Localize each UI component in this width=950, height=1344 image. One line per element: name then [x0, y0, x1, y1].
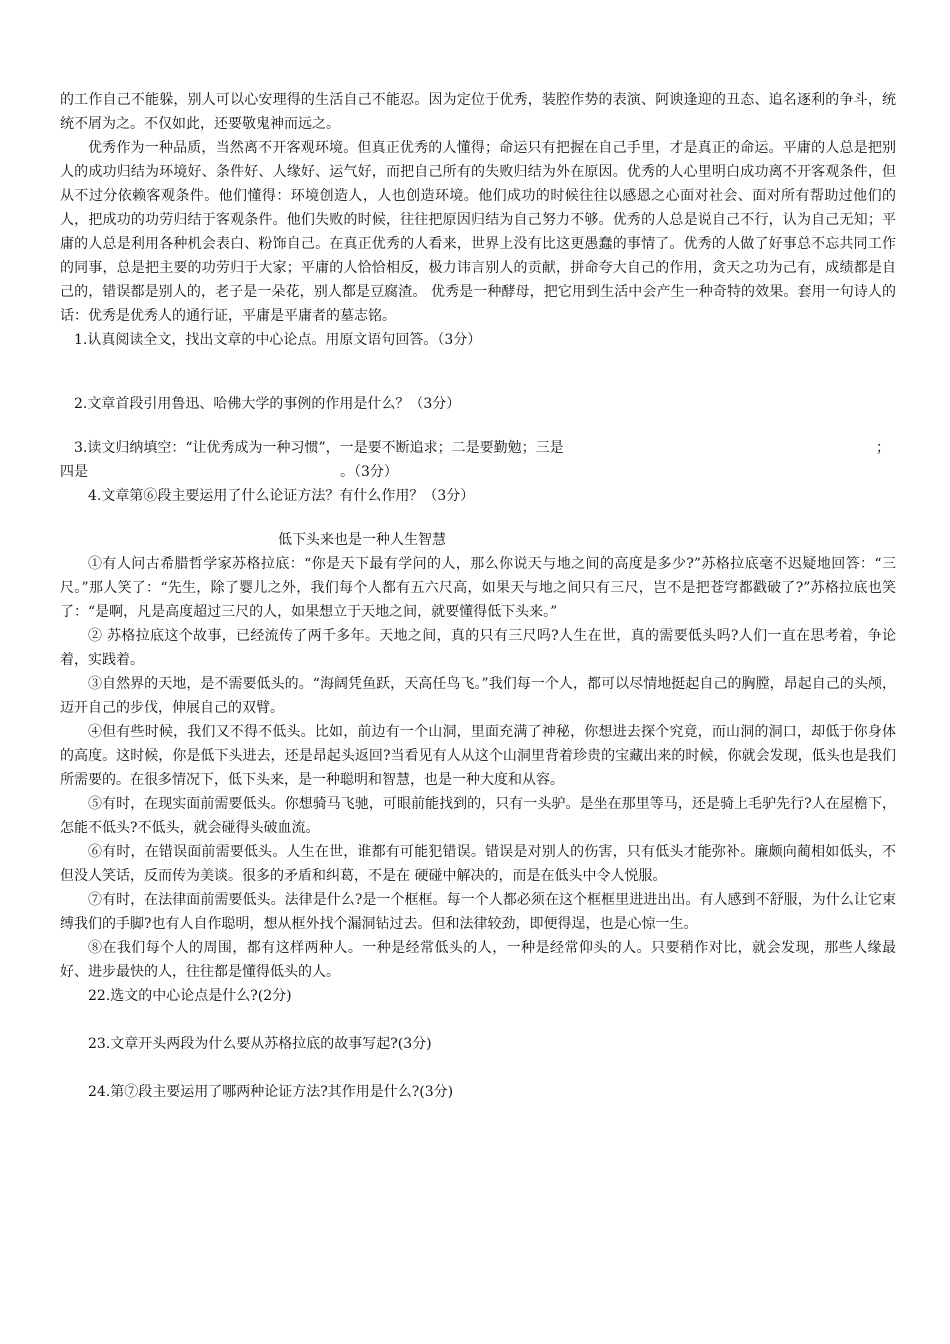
article2-paragraph-6: ⑥有时，在错误面前需要低头。人生在世，谁都有可能犯错误。错误是对别人的伤害，只有低头才能弥补。廉颇向蔺相如低头，不但没人笑话，反而传为美谈。很多的矛盾和纠葛，不是在 硬碰中解决的，而是在低头中令人悦服。 [60, 844, 896, 884]
article2-paragraph-3: ③自然界的天地，是不需要低头的。“海阔凭鱼跃，天高任鸟飞。”我们每一个人，都可以尽情地挺起自己的胸膛，昂起自己的头颅，迈开自己的步伐，伸展自己的双臂。 [60, 676, 896, 716]
question-3-suffix: 。（3分） [340, 464, 398, 480]
article2-paragraph-2: ② 苏格拉底这个故事，已经流传了两千多年。天地之间，真的只有三尺吗?人生在世，真的需要低头吗?人们一直在思考着，争论着，实践着。 [60, 628, 896, 668]
question-3-text: 3.读文归纳填空：“让优秀成为一种习惯”，一是要不断追求；二是要勤勉；三是 [74, 440, 564, 456]
question-1: 1.认真阅读全文，找出文章的中心论点。用原文语句回答。（3分） [74, 332, 482, 348]
article2-paragraph-5: ⑤有时，在现实面前需要低头。你想骑马飞驰，可眼前能找到的，只有一头驴。是坐在那里等马，还是骑上毛驴先行?人在屋檐下，怎能不低头?不低头，就会碰得头破血流。 [60, 796, 896, 836]
article2-title: 低下头来也是一种人生智慧 [278, 532, 446, 548]
answer-space-22 [60, 1008, 896, 1032]
exam-page [60, 88, 896, 1104]
answer-space-23 [60, 1056, 896, 1080]
article2-paragraph-1: ①有人问古希腊哲学家苏格拉底：“你是天下最有学问的人，那么你说天与地之间的高度是多少?”苏格拉底毫不迟疑地回答：“三尺。”那人笑了：“先生，除了婴儿之外，我们每个人都有五六尺高，如果天与地之间只有三尺，岂不是把苍穹都戳破了?”苏格拉底也笑了：“是啊，凡是高度超过三尺的人，如果想立于天地之间，就要懂得低下头来。” [60, 556, 896, 620]
question-2: 2.文章首段引用鲁迅、哈佛大学的事例的作用是什么？（3分） [74, 396, 461, 412]
question-3-prefix: 四是 [60, 464, 88, 480]
question-3-semicolon: ； [876, 440, 890, 456]
article2-paragraph-8: ⑧在我们每个人的周围，都有这样两种人。一种是经常低头的人，一种是经常仰头的人。只要稍作对比，就会发现，那些人缘最好、进步最快的人，往往都是懂得低头的人。 [60, 940, 896, 980]
article2-paragraph-4: ④但有些时候，我们又不得不低头。比如，前边有一个山洞，里面充满了神秘，你想进去探个究竟，而山洞的洞口，却低于你身体的高度。这时候，你是低下头进去，还是昂起头返回?当看见有人从这个山洞里背着珍贵的宝藏出来的时候，你就会发现，低头也是我们所需要的。在很多情况下，低下头来，是一种聪明和智慧，也是一种大度和从容。 [60, 724, 896, 788]
article1-paragraph-continued: 的工作自己不能躲，别人可以心安理得的生活自己不能忍。因为定位于优秀，装腔作势的表演、阿谀逢迎的丑态、追名逐利的争斗，统统不屑为之。不仅如此，还要敬鬼神而远之。 [60, 92, 896, 132]
article1-paragraph-main: 优秀作为一种品质，当然离不开客观环境。但真正优秀的人懂得；命运只有把握在自己手里，才是真正的命运。平庸的人总是把别人的成功归结为环境好、条件好、人缘好、运气好，而把自己所有的失败归结为外在原因。优秀的人心里明白成功离不开客观条件，但从不过分依赖客观条件。他们懂得：环境创造人，人也创造环境。他们成功的时候往往以感恩之心面对社会、面对所有帮助过他们的人，把成功的功劳归结于客观条件。他们失败的时候，往往把原因归结为自己努力不够。优秀的人总是说自己不行，认为自己无知；平庸的人总是利用各种机会表白、粉饰自己。在真正优秀的人看来，世界上没有比这更愚蠢的事情了。优秀的人做了好事总不忘共同工作的同事，总是把主要的功劳归于大家；平庸的人恰恰相反，极力讳言别人的贡献，拼命夸大自己的作用，贪天之功为己有，成绩都是自己的，错误都是别人的，老子是一朵花，别人都是豆腐渣。 优秀是一种酵母，把它用到生活中会产生一种奇特的效果。套用一句诗人的话：优秀是优秀人的通行证，平庸是平庸者的墓志铭。 [60, 140, 896, 324]
answer-space-1 [60, 352, 896, 392]
spacer [60, 508, 896, 518]
question-3-line-2 [60, 460, 896, 484]
article2-paragraph-7: ⑦有时，在法律面前需要低头。法律是什么?是一个框框。每一个人都必须在这个框框里进进出出。有人感到不舒服，为什么让它束缚我们的手脚?也有人自作聪明，想从框外找个漏洞钻过去。但和法律较劲，即便得逞，也是心惊一生。 [60, 892, 896, 932]
question-24: 24.第⑦段主要运用了哪两种论证方法?其作用是什么?(3分) [88, 1084, 454, 1100]
question-4: 4.文章第⑥段主要运用了什么论证方法？有什么作用？（3分） [88, 488, 475, 504]
question-23: 23.文章开头两段为什么要从苏格拉底的故事写起?(3分) [88, 1036, 432, 1052]
question-22: 22.选文的中心论点是什么?(2分) [88, 988, 292, 1004]
answer-space-2 [60, 416, 896, 436]
question-3-line-1 [60, 436, 896, 460]
